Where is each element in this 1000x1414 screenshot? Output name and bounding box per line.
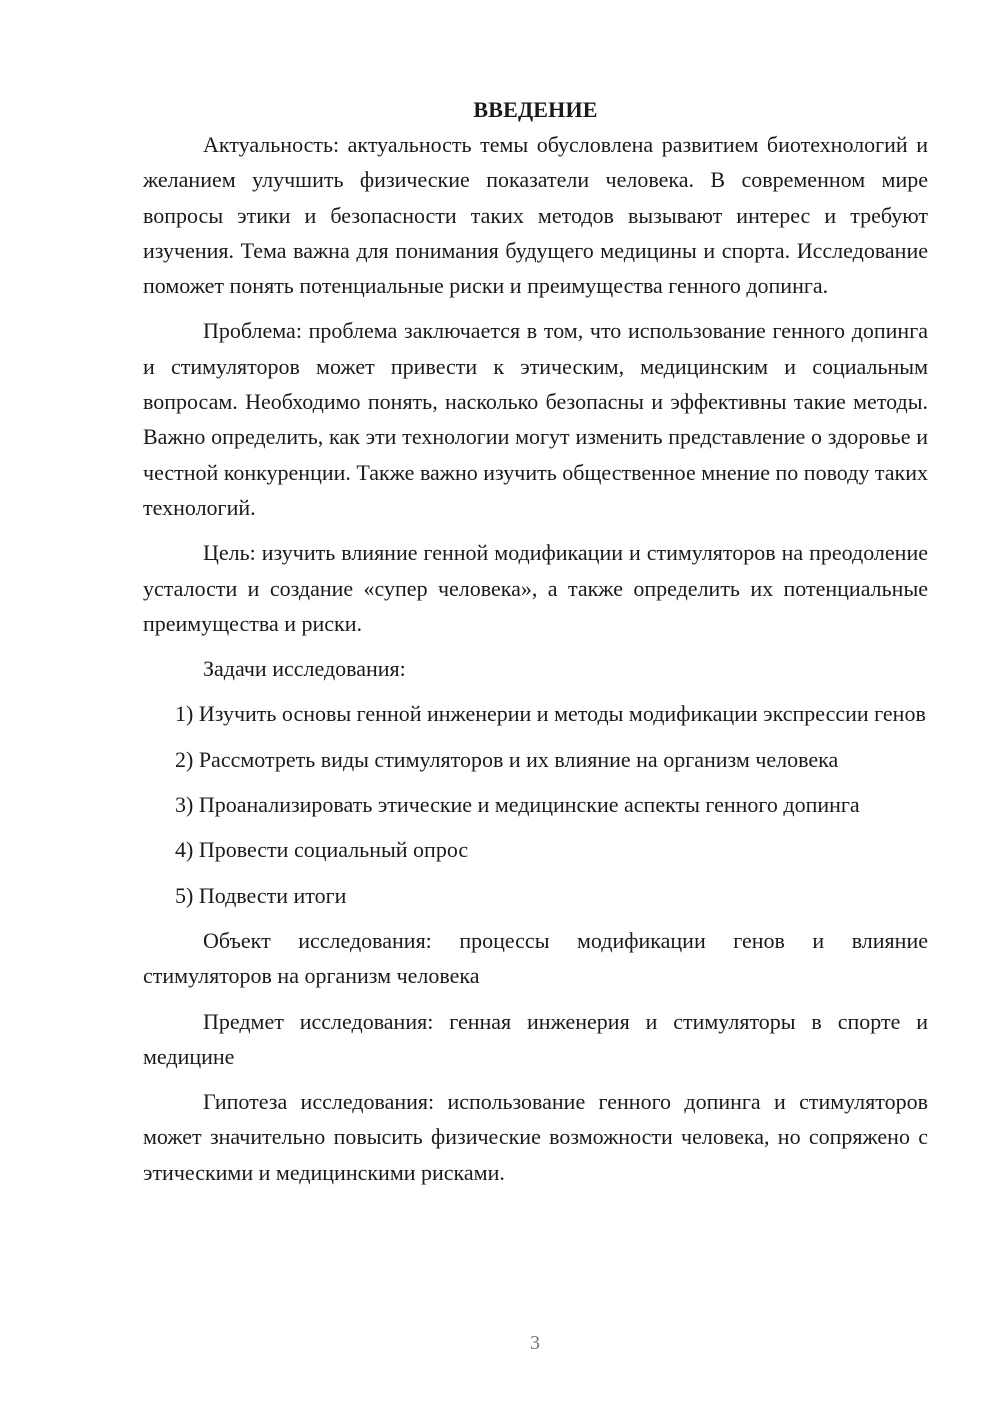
document-page: [143, 92, 928, 1200]
goal-paragraph: Цель: изучить влияние генной модификации и стимуляторов на преодоление усталости и создание «супер человека», а также определить их потенциальные преимущества и риски.: [143, 540, 928, 636]
relevance-paragraph: Актуальность: актуальность темы обусловлена развитием биотехнологий и желанием улучшить физические показатели человека. В современном мире вопросы этики и безопасности таких методов вызывают интерес и требуют изучения. Тема важна для понимания будущего медицины и спорта. Исследование поможет понять потенциальные риски и преимущества генного допинга.: [143, 132, 928, 299]
tasks-heading: Задачи исследования:: [203, 656, 406, 682]
task-item-5: 5) Подвести итоги: [175, 882, 347, 908]
problem-paragraph: Проблема: проблема заключается в том, что использование генного допинга и стимуляторов может привести к этическим, медицинским и социальным вопросам. Необходимо понять, насколько безопасны и эффективны такие методы. Важно определить, как эти технологии могут изменить представление о здоровье и честной конкуренции. Также важно изучить общественное мнение по поводу таких технологий.: [143, 318, 928, 520]
page-number: 3: [530, 1332, 540, 1354]
task-item-2: 2) Рассмотреть виды стимуляторов и их влияние на организм человека: [175, 746, 839, 772]
section-title: ВВЕДЕНИЕ: [473, 97, 598, 122]
hypothesis-paragraph: Гипотеза исследования: использование генного допинга и стимуляторов может значительно повысить физические возможности человека, но сопряжено с этическими и медицинскими рисками.: [143, 1089, 928, 1185]
subject-paragraph: Предмет исследования: генная инженерия и стимуляторы в спорте и медицине: [143, 1008, 928, 1069]
task-item-4: 4) Провести социальный опрос: [175, 837, 469, 863]
task-item-3: 3) Проанализировать этические и медицинские аспекты генного допинга: [175, 792, 860, 818]
object-paragraph: Объект исследования: процессы модификации генов и влияние стимуляторов на организм человека: [143, 927, 928, 989]
task-item-1: 1) Изучить основы генной инженерии и методы модификации экспрессии генов: [175, 701, 926, 727]
